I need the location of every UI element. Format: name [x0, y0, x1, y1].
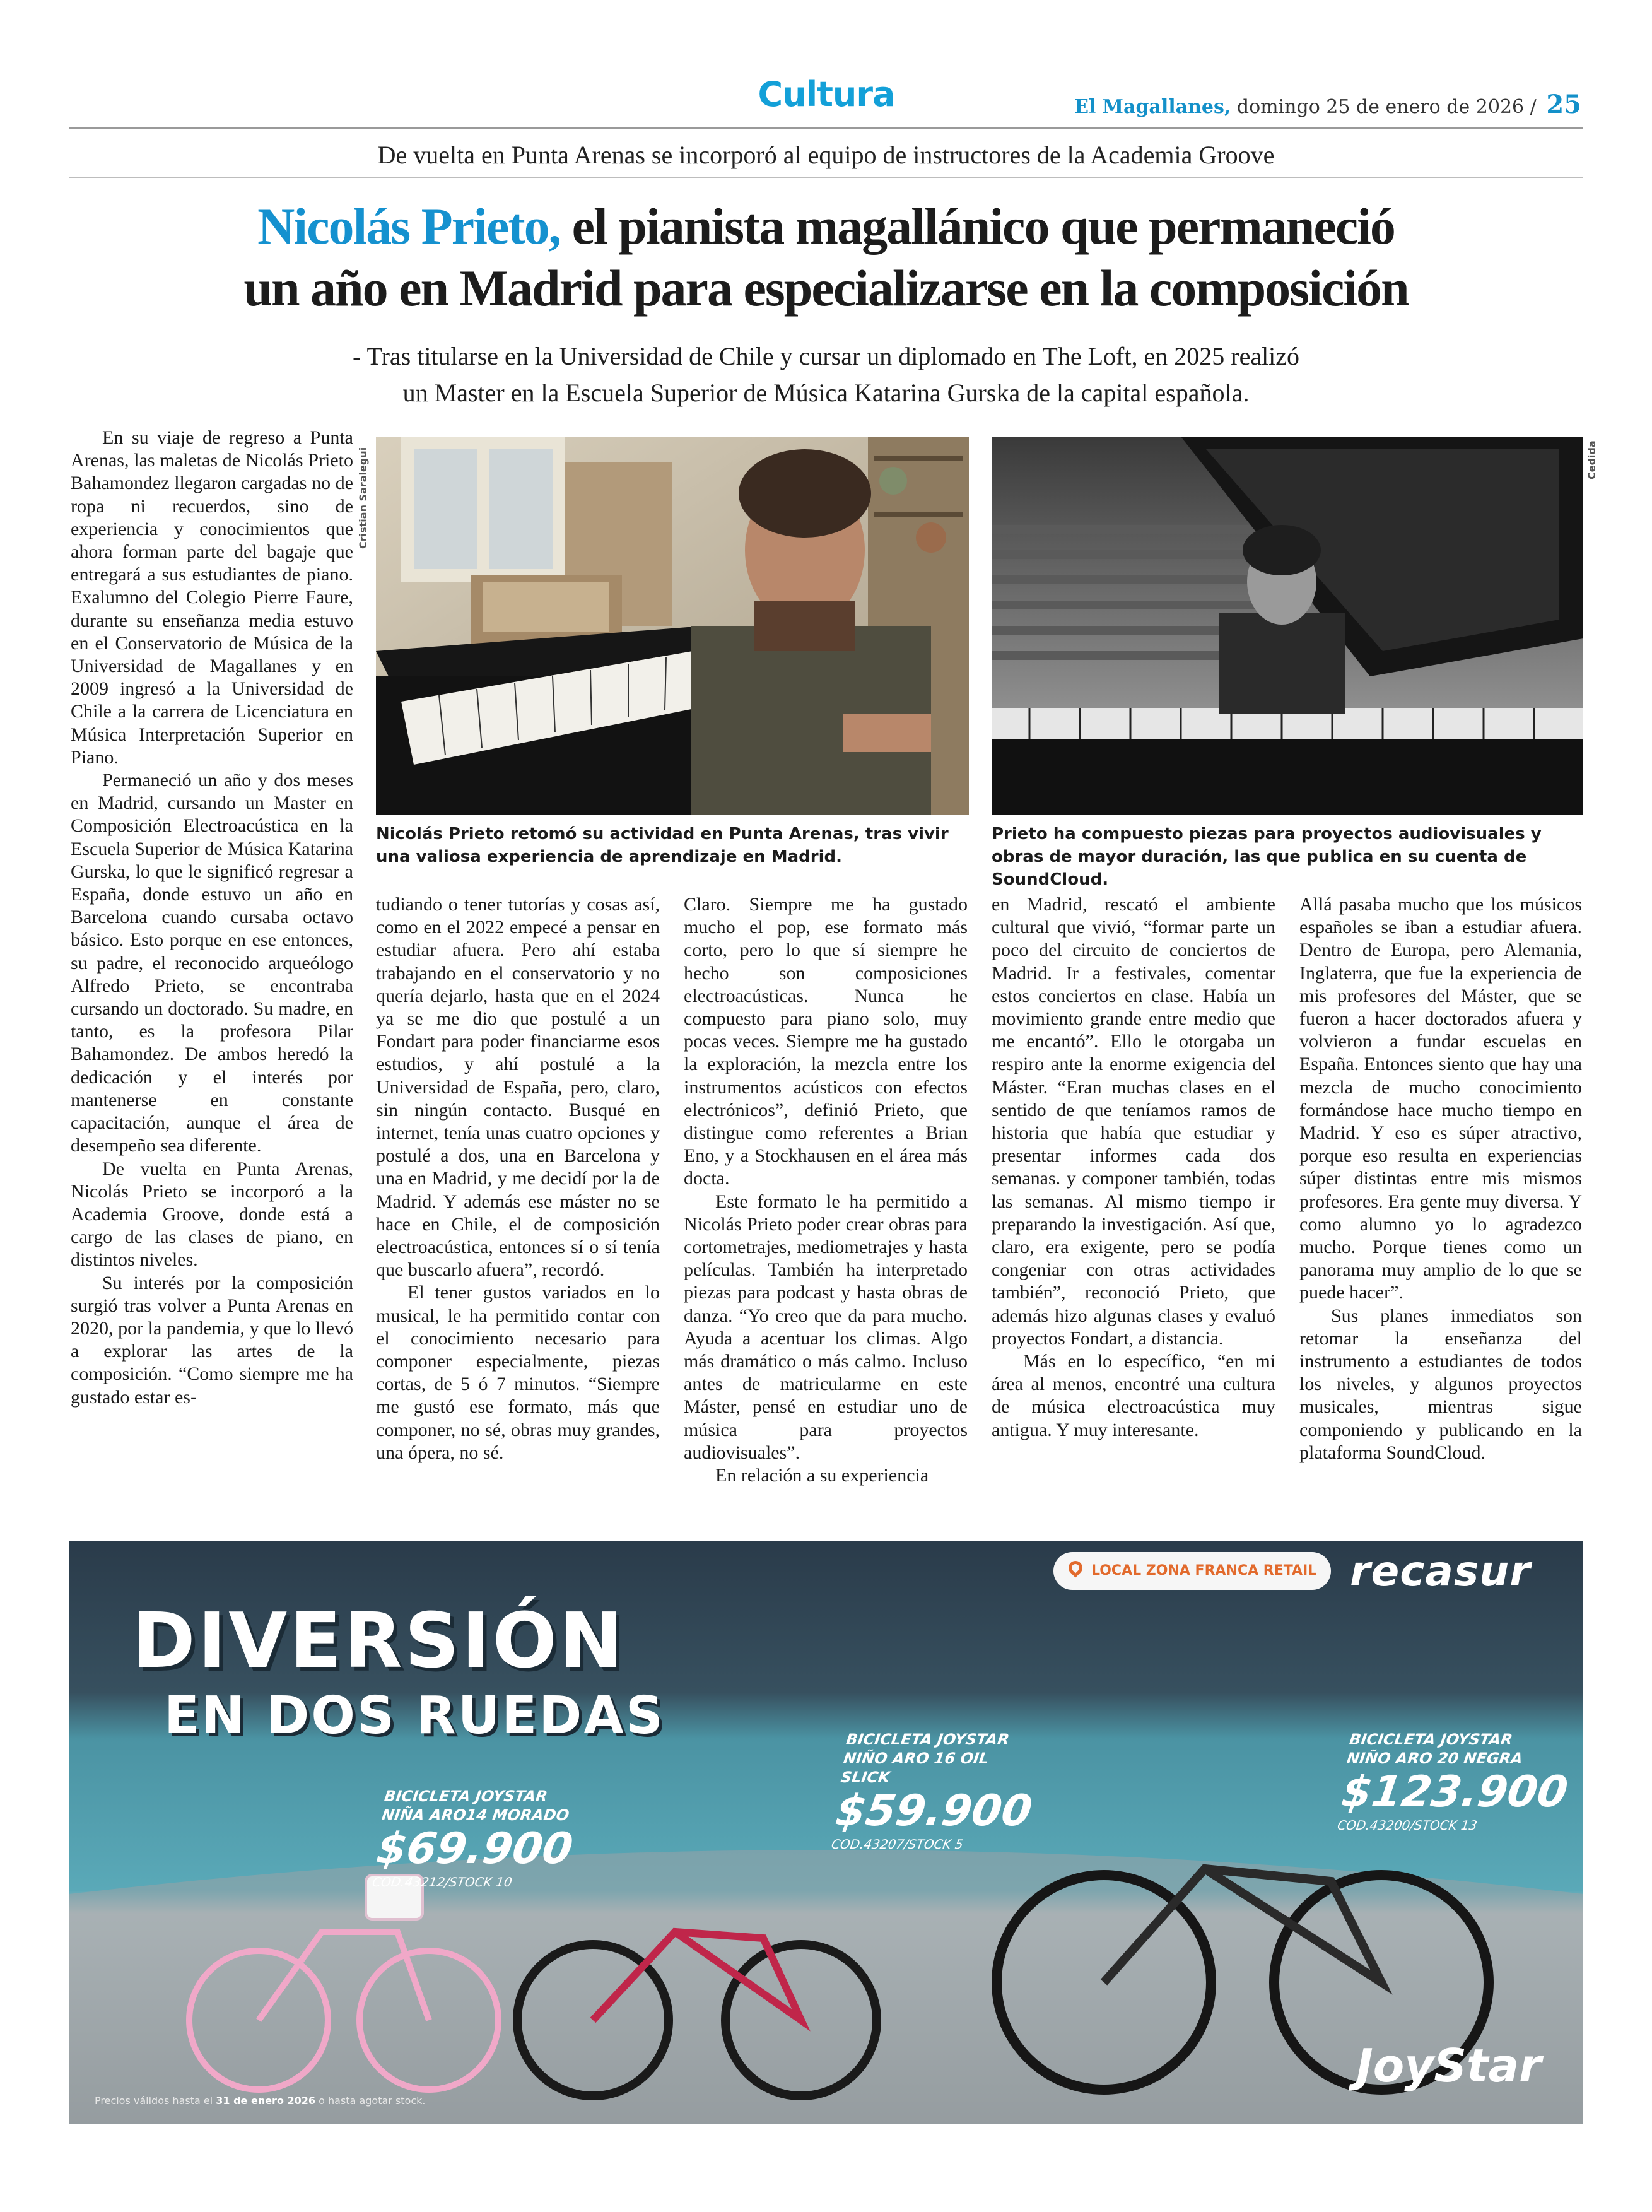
location-pin-icon	[1065, 1558, 1085, 1577]
product-name: BICICLETA JOYSTAR NIÑO ARO 16 OIL SLICK	[840, 1731, 1011, 1786]
paragraph: Sus planes inmediatos son retomar la enseñanza del instrumento a estudiantes de todos los niveles, y algunos proyectos musicales, mientras sigue componiendo y publicando en la plataforma SoundCloud.	[1299, 1305, 1582, 1463]
article-column-2	[376, 893, 660, 1464]
photo-pianist-home-image	[376, 437, 969, 815]
paragraph: Más en lo específico, “en mi área al menos, encontré una cultura de música electroacústica muy antigua. Y muy interesante.	[992, 1351, 1275, 1440]
product-boys-bike-16[interactable]	[830, 1730, 1043, 1852]
photo-caption: Prieto ha compuesto piezas para proyectos audiovisuales y obras de mayor duración, las que publica en su cuenta de SoundCloud.	[992, 825, 1542, 889]
product-name: BICICLETA JOYSTAR NIÑO ARO 20 NEGRA	[1345, 1731, 1524, 1767]
article-column-1	[71, 427, 353, 1409]
product-price: $69.900	[373, 1824, 576, 1874]
ad-headline-line1: DIVERSIÓN	[132, 1597, 626, 1685]
deck	[164, 338, 1488, 411]
page-folio	[1074, 90, 1581, 119]
photo-credit: Cristian Saralegui	[357, 447, 369, 549]
ad-headline-line2: EN DOS RUEDAS	[164, 1686, 665, 1746]
photo-credit: Cedida	[1586, 440, 1598, 479]
fineprint-prefix: Precios válidos hasta el	[95, 2095, 213, 2107]
product-price: $59.900	[833, 1786, 1035, 1836]
bicycle-advertisement[interactable]	[69, 1541, 1583, 2124]
deck-line2: un Master en la Escuela Superior de Música Katarina Gurska de la capital española.	[402, 379, 1250, 407]
paragraph: En relación a su experiencia	[715, 1465, 929, 1486]
product-code: COD.43200/STOCK 13	[1336, 1818, 1479, 1833]
paragraph: tudiando o tener tutorías y cosas así, como en el 2022 empecé a pensar en estudiar afuera. Pero ahí estaba trabajando en el conservatorio y no quería dejarlo, hasta que en el 2024 ya se me dio que postulé a un Fondart para poder financiarme esos estudios, y ahí postulé a la Universidad de España, pero, claro, sin ningún contacto. Busqué en internet, tenía unas cuatro opciones y postulé a dos, una en Barcelona y una en Madrid, y me decidí por la de Madrid. Y además ese máster no se hace en Chile, el de composición electroacústica, entonces sí o sí tenía que buscarlo afuera”, recordó.	[376, 894, 660, 1281]
product-code: COD.43212/STOCK 10	[371, 1874, 513, 1890]
product-name: BICICLETA JOYSTAR NIÑA ARO14 MORADO	[380, 1787, 571, 1824]
store-location-badge[interactable]	[1053, 1552, 1331, 1590]
page-number: 25	[1546, 90, 1581, 119]
paragraph: Allá pasaba mucho que los músicos españoles se iban a estudiar afuera. Dentro de Europa, pero Alemania, Inglaterra, que fue la experiencia de mis profesores del Máster, que se fueron a hacer doctorados afuera y volvieron a fundar escuelas en España. Entonces siento que hay una mezcla de mucho conocimiento formándose hace mucho tiempo en Madrid. Y eso es súper atractivo, porque eso resulta en experiencias súper distintas entre mis mismos profesores. Era gente muy diversa. Y como alumno yo lo agradezco mucho. Porque tienes como un panorama muy amplio de lo que se puede hacer”.	[1299, 894, 1582, 1303]
paragraph: En su viaje de regreso a Punta Arenas, las maletas de Nicolás Prieto Bahamondez llegaron cargadas no de ropa ni recuerdos, sino de experiencia y conocimientos que ahora forman parte del bagaje que entregará a sus estudiantes de piano. Exalumno del Colegio Pierre Faure, durante su enseñanza media estuvo en el Conservatorio de Música de la Universidad de Magallanes y en 2009 ingresó a la Universidad de Chile a la carrera de Licenciatura en Música Interpretación Superior en Piano.	[71, 427, 353, 768]
article-column-3	[684, 893, 968, 1487]
ad-fineprint	[95, 2095, 426, 2107]
header-rule	[69, 127, 1583, 129]
photo-pianist-concert-hall-image	[992, 437, 1583, 815]
photo-pianist-home	[376, 437, 969, 815]
joystar-logo: JoyStar	[1356, 2039, 1542, 2092]
paragraph: en Madrid, rescató el ambiente cultural que vivió, “formar parte un poco del circuito de conciertos de Madrid. Ir a festivales, comentar estos conciertos en clase. Había un movimiento grande entre medio que me encantó”. Ello le otorgaba un respiro ante la enorme exigencia del Máster. “Eran muchas clases en el sentido de que teníamos ramos de historia que había que estudiar y presentar informes cada dos semanas. y componer también, todas las semanas. Al mismo tiempo ir preparando la investigación. Así que, claro, era exigente, pero se podía congeniar con otras actividades también”, reconoció Prieto, que además hizo algunas clases y evaluó proyectos Fondart, a distancia.	[992, 894, 1275, 1349]
fineprint-suffix: o hasta agotar stock.	[319, 2095, 426, 2107]
headline-line1: el pianista magallánico que permaneció	[560, 197, 1395, 255]
product-girls-bike[interactable]	[371, 1787, 581, 1890]
paragraph: Su interés por la composición surgió tras volver a Punta Arenas en 2020, por la pandemia, y que lo llevó a explorar las artes de la composición. “Como siempre me ha gustado estar es-	[71, 1272, 353, 1408]
store-location-label: LOCAL ZONA FRANCA RETAIL	[1091, 1563, 1317, 1579]
fineprint-date: 31 de enero 2026	[216, 2095, 316, 2107]
folio-separator: /	[1530, 96, 1537, 118]
article-column-4	[992, 893, 1275, 1442]
issue-date: domingo 25 de enero de 2026	[1236, 96, 1525, 118]
headline-line2: un año en Madrid para especializarse en la composición	[243, 259, 1409, 317]
kicker: De vuelta en Punta Arenas se incorporó al equipo de instructores de la Academia Groove	[377, 141, 1275, 169]
headline	[95, 196, 1557, 319]
paragraph: Este formato le ha permitido a Nicolás Prieto poder crear obras para cortometrajes, mediometrajes y hasta películas. También ha interpretado piezas para podcast y hasta obras de danza. “Yo creo que da para mucho. Ayuda a acentuar los climas. Algo más dramático o más calmo. Incluso antes de matricularme en este Máster, pensé en estudiar uno de música para proyectos audiovisuales”.	[684, 1191, 968, 1463]
product-price: $123.900	[1339, 1767, 1571, 1817]
paragraph: Claro. Siempre me ha gustado mucho el pop, ese formato más corto, pero lo que sí siempre he hecho son composiciones electroacústicas. Nunca he compuesto para piano solo, muy pocas veces. Siempre me ha gustado la exploración, la mezcla entre los instrumentos acústicos con efectos electrónicos”, definió Prieto, que distingue como referentes a Brian Eno, y a Stockhausen en el área más docta.	[684, 894, 968, 1189]
kicker-rule	[69, 177, 1583, 178]
recasur-logo: recasur	[1350, 1547, 1531, 1596]
photo-pianist-concert-hall	[992, 437, 1583, 815]
product-code: COD.43207/STOCK 5	[830, 1837, 964, 1852]
newspaper-name: El Magallanes,	[1074, 96, 1231, 118]
section-name: Cultura	[758, 74, 895, 114]
paragraph: Permaneció un año y dos meses en Madrid, cursando un Master en Composición Electroacústica en la Escuela Superior de Música Katarina Gurska, lo que le significó regresar a España, donde estuvo un año en Barcelona cuando cursaba octavo básico. Esto porque en ese entonces, su padre, el reconocido arqueólogo Alfredo Prieto, se encontraba cursando un doctorado. Su madre, en tanto, es la profesora Pilar Bahamondez. De ambos heredó la dedicación y el interés por mantenerse en constante capacitación, aunque el área de desempeño sea diferente.	[71, 770, 353, 1156]
paragraph: De vuelta en Punta Arenas, Nicolás Prieto se incorporó a la Academia Groove, donde está a cargo de las clases de piano, en distintos niveles.	[71, 1158, 353, 1271]
photo-caption: Nicolás Prieto retomó su actividad en Punta Arenas, tras vivir una valiosa experiencia de aprendizaje en Madrid.	[376, 825, 949, 866]
paragraph: El tener gustos variados en lo musical, le ha permitido contar con el conocimiento necesario para componer especialmente, piezas cortas, de 5 ó 7 minutos. “Siempre me gustó ese formato, más que componer, no sé, obras muy grandes, una ópera, no sé.	[376, 1282, 660, 1463]
deck-line1: - Tras titularse en la Universidad de Chile y cursar un diplomado en The Loft, en 2025 realizó	[352, 342, 1300, 370]
headline-name: Nicolás Prieto,	[257, 197, 561, 255]
product-boys-bike-20[interactable]	[1336, 1730, 1576, 1833]
article-column-5	[1299, 893, 1582, 1464]
